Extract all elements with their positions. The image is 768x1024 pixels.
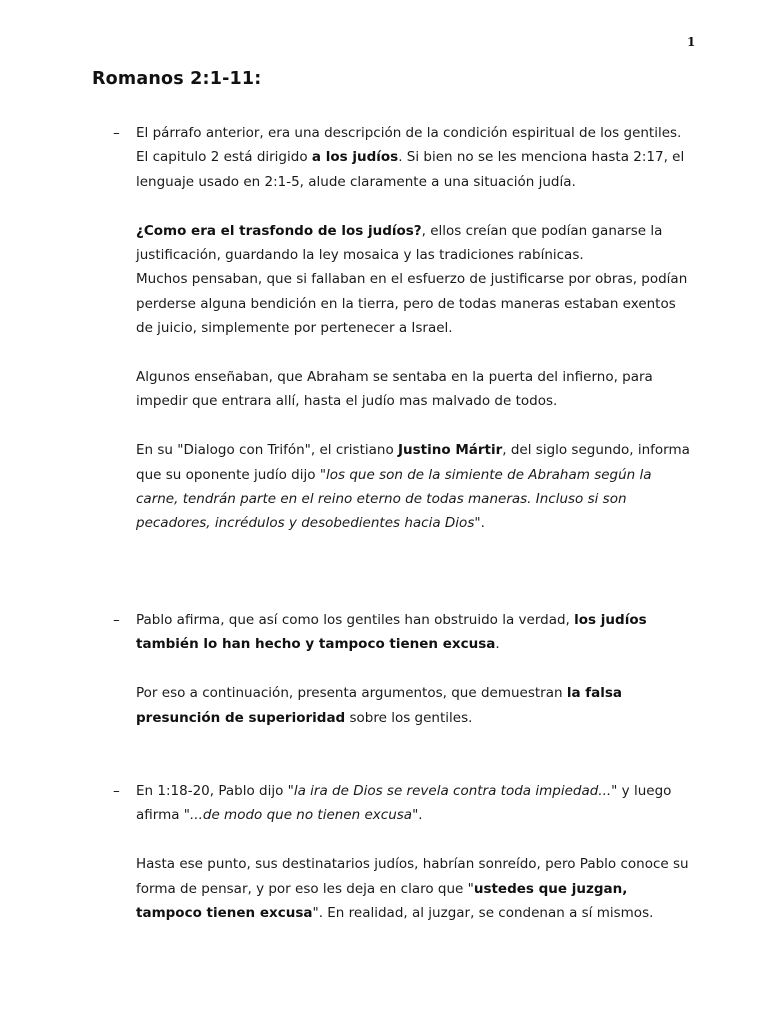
bullet-section-2: [0, 608, 768, 730]
text-run: El párrafo anterior, era una descripción de la condición espiritual de los gentiles. El capitulo 2 está dirigido: [136, 125, 682, 166]
bold-text: ustedes que juzgan, tampoco tienen excusa: [136, 880, 628, 922]
paragraph: [136, 608, 696, 657]
text-run: ". En realidad, al juzgar, se condenan a sí mismos.: [312, 905, 654, 922]
text-run: , ellos creían que podían ganarse la justificación, guardando la ley mosaica y las tradiciones rabínicas.: [136, 222, 663, 264]
paragraph: Algunos enseñaban, que Abraham se sentaba en la puerta del infierno, para impedir que entrara allí, hasta el judío mas malvado de todos.: [136, 369, 653, 410]
bold-text: la falsa presunción de superioridad: [136, 685, 623, 726]
paragraph: [136, 681, 696, 730]
text-run: Por eso a continuación, presenta argumentos, que demuestran: [136, 685, 567, 702]
text-run: sobre los gentiles.: [345, 709, 473, 726]
italic-quote: ...de modo que no tienen excusa: [190, 807, 413, 824]
text-run: ".: [412, 807, 423, 824]
bold-text: ¿Como era el trasfondo de los judíos?: [136, 222, 422, 239]
paragraph: [136, 438, 696, 536]
bullet-dash: –: [113, 783, 120, 799]
bullet-dash: –: [113, 612, 120, 628]
text-run: Pablo afirma, que así como los gentiles han obstruido la verdad,: [136, 612, 575, 628]
bold-text: los judíos también lo han hecho y tampoco tienen excusa: [136, 612, 647, 653]
paragraph: [136, 219, 696, 268]
paragraph: Muchos pensaban, que si fallaban en el esfuerzo de justificarse por obras, podían perderse alguna bendición en la tierra, pero de todas maneras estaban exentos de juicio, simplemente por pertenecer a Israel.: [136, 271, 688, 337]
bullet-section-1: [0, 121, 768, 536]
bullet-dash: –: [113, 125, 120, 141]
text-run: .: [480, 515, 485, 532]
bullet-section-3: [0, 779, 768, 925]
paragraph: [136, 779, 696, 828]
text-run: Hasta ese punto, sus destinatarios judíos, habrían sonreído, pero Pablo conoce su forma de pensar, y por eso les deja en claro que ": [136, 856, 689, 897]
text-run: , del siglo segundo, informa que su oponente judío dijo: [136, 442, 690, 483]
page-number: 1: [687, 35, 696, 49]
text-run: " y luego afirma ": [136, 783, 672, 824]
text-run: En 1:18-20, Pablo dijo ": [136, 783, 294, 799]
paragraph: [136, 852, 696, 925]
italic-quote: "los que son de la simiente de Abraham según la carne, tendrán parte en el reino eterno de todas maneras. Incluso si son pecadores, incrédulos y desobedientes hacia Dios": [136, 466, 652, 532]
text-run: En su "Dialogo con Trifón", el cristiano: [136, 442, 398, 459]
text-run: .: [495, 636, 500, 653]
text-run: . Si bien no se les menciona hasta 2:17, el lenguaje usado en 2:1-5, alude claramente a una situación judía.: [136, 149, 685, 190]
paragraph: [136, 121, 696, 194]
bold-text: a los judíos: [311, 149, 399, 166]
document-title: Romanos 2:1-11:: [92, 69, 262, 89]
bold-text: Justino Mártir: [398, 442, 503, 459]
italic-quote: la ira de Dios se revela contra toda impiedad...: [293, 783, 612, 799]
